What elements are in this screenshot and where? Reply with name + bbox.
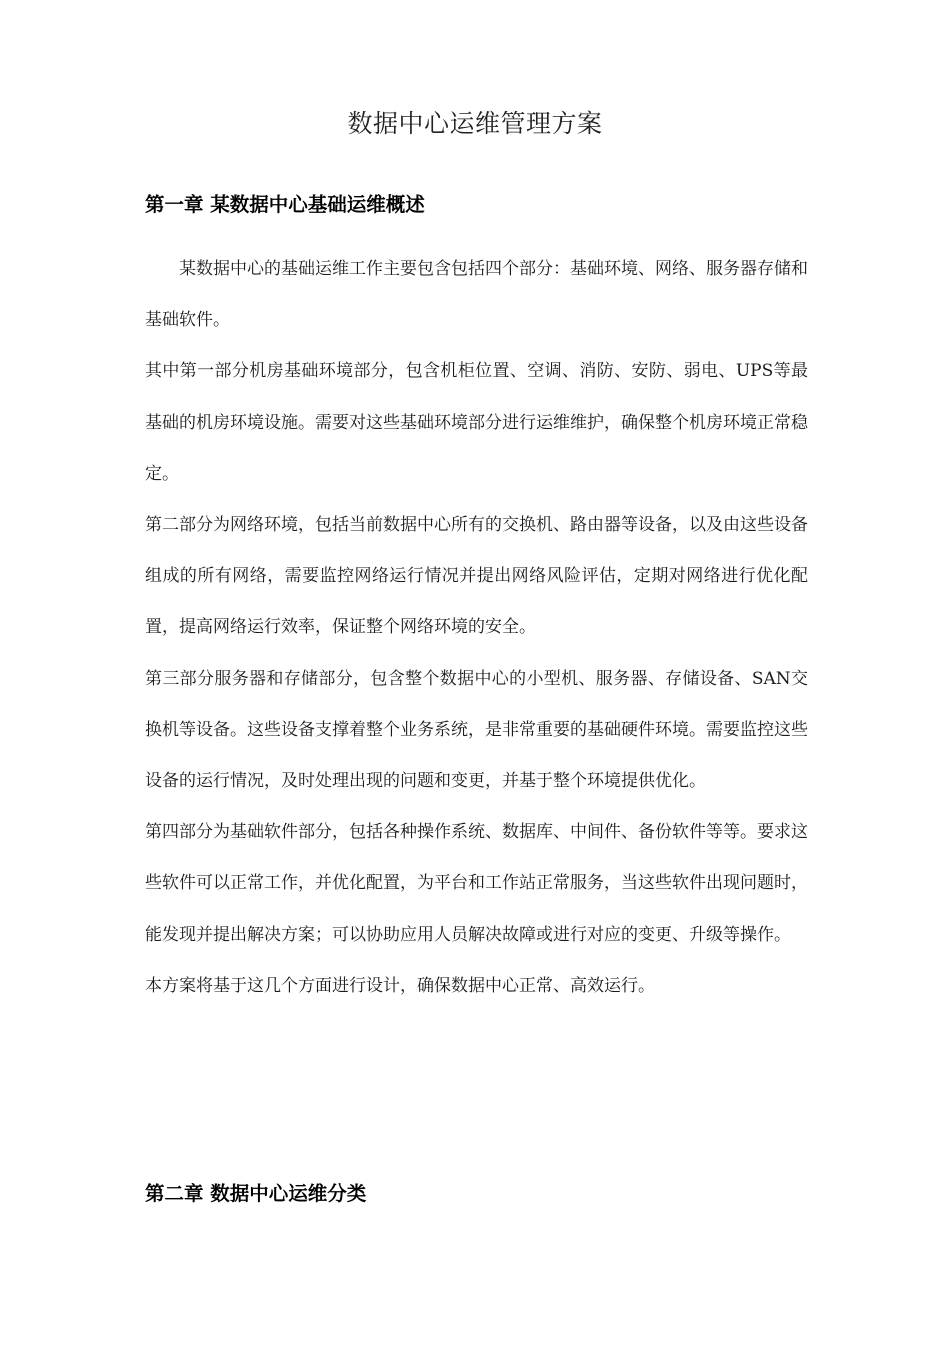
chapter-2-heading: 第二章 数据中心运维分类 [145, 1182, 367, 1205]
chapter-1-body [145, 244, 808, 1012]
paragraph-part-2: 第二部分为网络环境，包括当前数据中心所有的交换机、路由器等设备，以及由这些设备组成的所有网络，需要监控网络运行情况并提出网络风险评估，定期对网络进行优化配置，提高网络运行效率，保证整个网络环境的安全。 [145, 515, 808, 638]
document-title: 数据中心运维管理方案 [347, 109, 603, 138]
paragraph-overview: 某数据中心的基础运维工作主要包含包括四个部分：基础环境、网络、服务器存储和基础软件。 [145, 259, 808, 331]
paragraph-conclusion: 本方案将基于这几个方面进行设计，确保数据中心正常、高效运行。 [145, 975, 655, 996]
chapter-1-heading: 第一章 某数据中心基础运维概述 [145, 193, 425, 216]
paragraph-part-1: 其中第一部分机房基础环境部分，包含机柜位置、空调、消防、安防、弱电、UPS等最基础的机房环境设施。需要对这些基础环境部分进行运维维护，确保整个机房环境正常稳定。 [145, 361, 808, 484]
paragraph-part-3: 第三部分服务器和存储部分，包含整个数据中心的小型机、服务器、存储设备、SAN交换机等设备。这些设备支撑着整个业务系统，是非常重要的基础硬件环境。需要监控这些设备的运行情况，及时处理出现的问题和变更，并基于整个环境提供优化。 [145, 668, 808, 792]
paragraph-part-4: 第四部分为基础软件部分，包括各种操作系统、数据库、中间件、备份软件等等。要求这些软件可以正常工作，并优化配置，为平台和工作站正常服务，当这些软件出现问题时，能发现并提出解决方案；可以协助应用人员解决故障或进行对应的变更、升级等操作。 [145, 822, 808, 945]
